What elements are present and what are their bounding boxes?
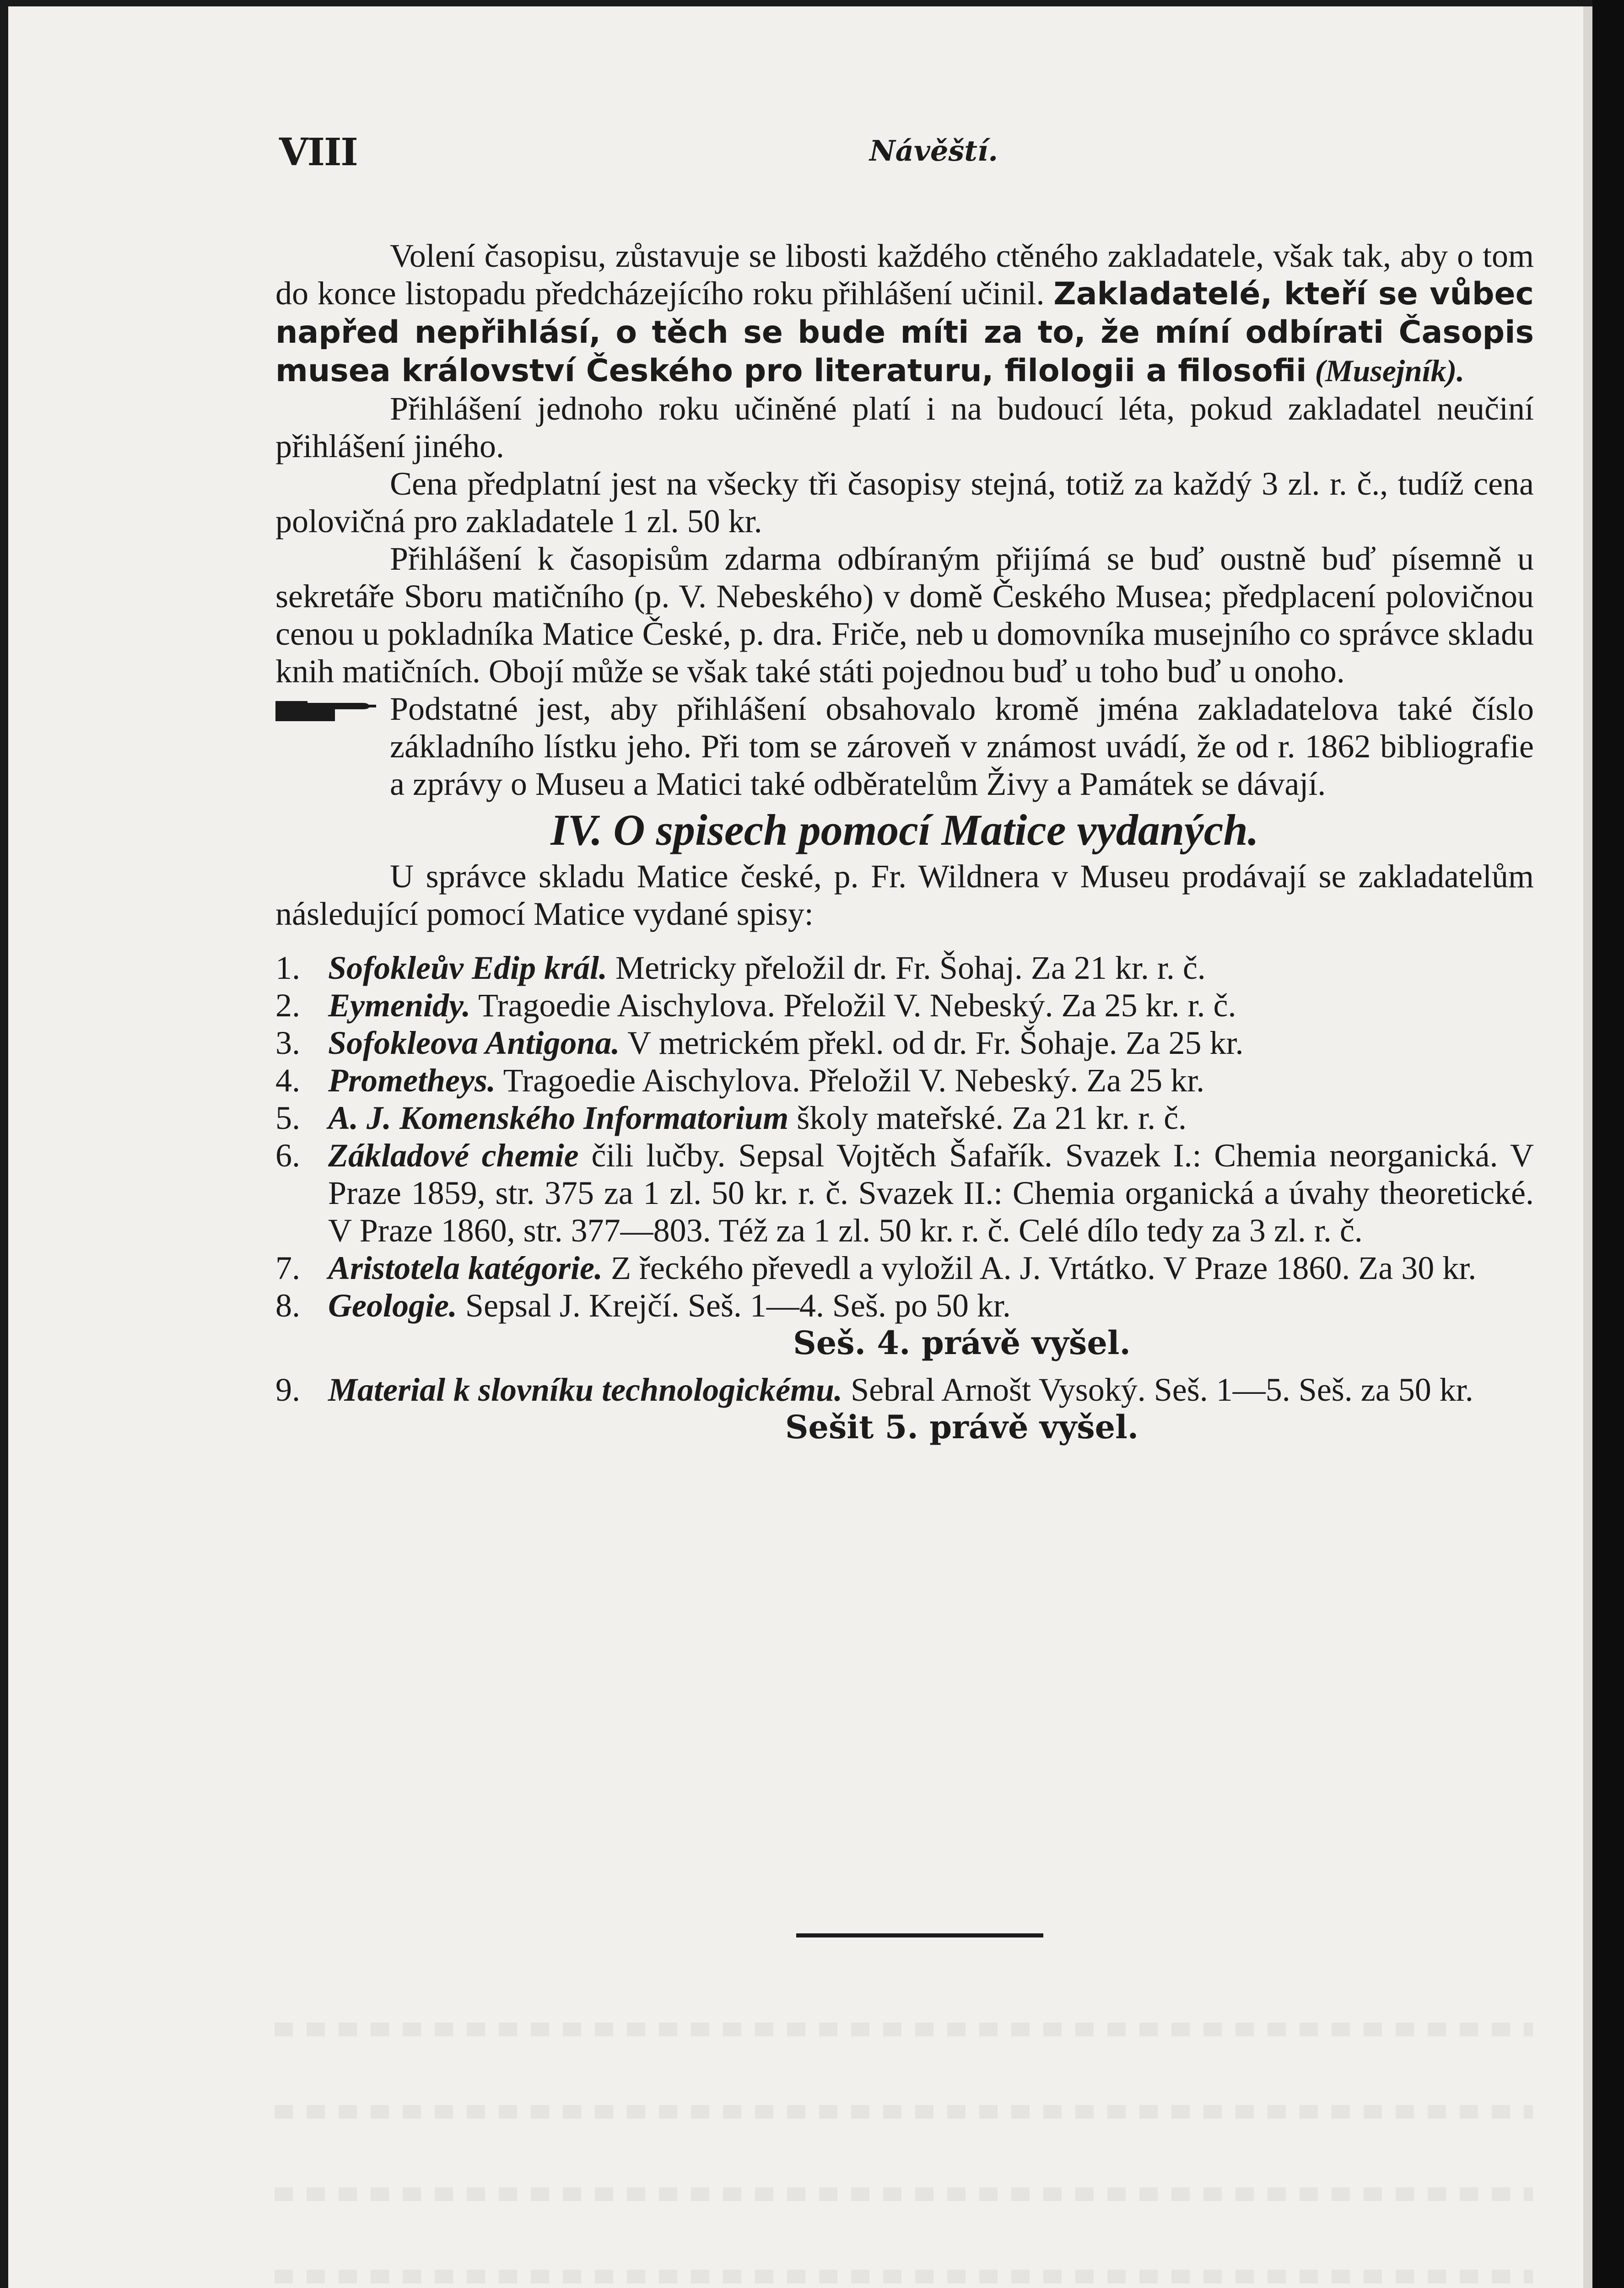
paragraph (275, 237, 1534, 390)
journal-name: (Musejník). (1315, 353, 1465, 388)
list-item: 2. Eymenidy. Tragoedie Aischylova. Přeložil V. Nebeský. Za 25 kr. r. č. (275, 987, 1236, 1024)
list-item: 9. Material k slovníku technologickému. Sebral Arnošt Vysoký. Seš. 1—5. Seš. za 50 kr. (275, 1371, 1473, 1408)
list-item: 7. Aristotela katégorie. Z řeckého převedl a vyložil A. J. Vrtátko. V Praze 1860. Za 30 kr. (275, 1250, 1477, 1286)
page-edge (1583, 6, 1592, 2288)
notice-text: Podstatné jest, aby přihlášení obsahovalo kromě jména zakladatelova také číslo základního lístku jeho. Při tom se zároveň v známost uvádí, že od r. 1862 bibliografie a zprávy o Museu a Matici také odběratelům Živy a Památek se dávají. (390, 691, 1534, 802)
paragraph-bold-text: Zakladatelé, kteří se vůbec napřed nepřihlásí, o těch se bude míti za to, že míní odbírati Časopis musea království Českého pro literaturu, filologii a filosofii (275, 276, 1534, 389)
list-item: 1. Sofokleův Edip král. Metricky přeložil dr. Fr. Šohaj. Za 21 kr. r. č. (275, 950, 1206, 986)
issue-note: Seš. 4. právě vyšel. (793, 1324, 1131, 1362)
page-body (275, 237, 1534, 1446)
paragraph: Přihlášení k časopisům zdarma odbíraným přijímá se buď oustně buď písemně u sekretáře Sboru matičního (p. V. Nebeského) v domě Českého Musea; předplacení polovičnou cenou u pokladníka Matice České, p. dra. Friče, neb u domovníka musejního co správce skladu knih matičních. Obojí může se však také státi pojednou buď u toho buď u onoho. (275, 540, 1534, 690)
publication-list-continued (275, 1371, 1534, 1408)
bleed-through (275, 2023, 1533, 2036)
paragraph-text: Volení časopisu, zůstavuje se libosti každého ctěného zakladatele, však tak, aby o tom do konce listopadu předcházejícího roku přihlášení učinil. (275, 237, 1534, 312)
closing-rule (796, 1933, 1043, 1937)
section-intro: U správce skladu Matice české, p. Fr. Wildnera v Museu prodávají se zakladatelům následující pomocí Matice vydané spisy: (275, 858, 1534, 932)
list-item: 5. A. J. Komenského Informatorium školy mateřské. Za 21 kr. r. č. (275, 1100, 1187, 1136)
issue-note: Sešit 5. právě vyšel. (785, 1408, 1139, 1446)
section-heading: IV. O spisech pomocí Matice vydaných. (550, 805, 1259, 854)
page-number: VIII (279, 130, 357, 174)
bleed-through (275, 2105, 1533, 2119)
publication-list (275, 949, 1534, 1324)
paragraph: Cena předplatní jest na všecky tři časopisy stejná, totiž za každý 3 zl. r. č., tudíž cena polovičná pro zakladatele 1 zl. 50 kr. (275, 465, 1534, 540)
bleed-through (275, 2187, 1533, 2201)
list-item: 6. Základové chemie čili lučby. Sepsal Vojtěch Šafařík. Svazek I.: Chemia neorganická. V Praze 1859, str. 375 za 1 zl. 50 kr. r. č. Svazek II.: Chemia organická a úvahy theoretické. V Praze 1860, str. 377—803. Též za 1 zl. 50 kr. r. č. Celé dílo tedy za 3 zl. r. č. (275, 1137, 1534, 1249)
page-header (279, 130, 1528, 181)
scan-border (1592, 0, 1624, 2288)
paragraph-notice (275, 690, 1534, 803)
paragraph: Přihlášení jednoho roku učiněné platí i na budoucí léta, pokud zakladatel neučiní přihlášení jiného. (275, 390, 1534, 464)
bleed-through (275, 2270, 1533, 2283)
running-title: Návěští. (869, 134, 998, 167)
list-item: 3. Sofokleova Antigona. V metrickém překl. od dr. Fr. Šohaje. Za 25 kr. (275, 1025, 1244, 1061)
list-item: 8. Geologie. Sepsal J. Krejčí. Seš. 1—4. Seš. po 50 kr. (275, 1287, 1011, 1324)
list-item: 4. Prometheys. Tragoedie Aischylova. Přeložil V. Nebeský. Za 25 kr. (275, 1062, 1205, 1099)
pointing-hand-icon (275, 695, 381, 727)
